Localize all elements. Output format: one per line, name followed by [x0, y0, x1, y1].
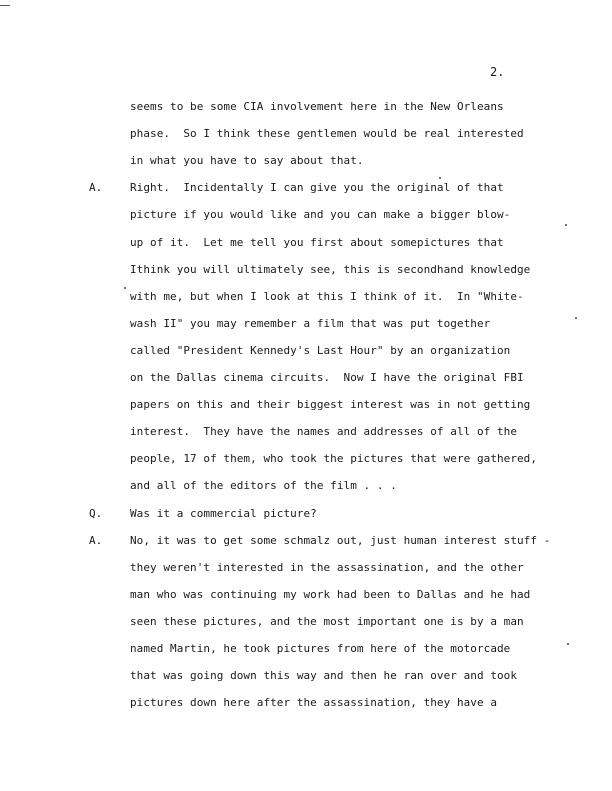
transcript-line: up of it. Let me tell you first about somepictures that: [130, 236, 504, 249]
transcript-line: Right. Incidentally I can give you the original of that: [130, 181, 504, 194]
transcript-line: man who was continuing my work had been to Dallas and he had: [130, 588, 531, 601]
transcript-line: phase. So I think these gentlemen would be real interested: [130, 127, 524, 140]
transcript-line: Ithink you will ultimately see, this is secondhand knowledge: [130, 263, 531, 276]
transcript-line: pictures down here after the assassination, they have a: [130, 696, 497, 709]
transcript-line: No, it was to get some schmalz out, just human interest stuff -: [130, 534, 551, 547]
scan-speck: [439, 177, 441, 179]
speaker-label: A.: [89, 534, 103, 547]
scan-speck: [575, 317, 577, 319]
transcript-line: people, 17 of them, who took the pictures that were gathered,: [130, 452, 538, 465]
speaker-label: A.: [89, 181, 103, 194]
transcript-line: seen these pictures, and the most important one is by a man: [130, 615, 524, 628]
scan-speck: [567, 643, 569, 645]
scan-speck: [124, 287, 126, 289]
transcript-line: wash II" you may remember a film that was put together: [130, 317, 491, 330]
transcript-line: named Martin, he took pictures from here of the motorcade: [130, 642, 511, 655]
transcript-line: on the Dallas cinema circuits. Now I have the original FBI: [130, 371, 524, 384]
transcript-line: papers on this and their biggest interest was in not getting: [130, 398, 531, 411]
page-number: 2.: [490, 65, 505, 79]
transcript-line: seems to be some CIA involvement here in the New Orleans: [130, 100, 504, 113]
transcript-line: they weren't interested in the assassination, and the other: [130, 561, 524, 574]
transcript-line: in what you have to say about that.: [130, 154, 364, 167]
transcript-line: that was going down this way and then he ran over and took: [130, 669, 518, 682]
corner-scan-mark: [0, 5, 10, 6]
transcript-line: with me, but when I look at this I think of it. In "White-: [130, 290, 524, 303]
transcript-line: and all of the editors of the film . . .: [130, 479, 397, 492]
transcript-line: interest. They have the names and addresses of all of the: [130, 425, 518, 438]
transcript-line: called "President Kennedy's Last Hour" by an organization: [130, 344, 511, 357]
transcript-line: Was it a commercial picture?: [130, 507, 317, 520]
scan-speck: [565, 224, 567, 226]
transcript-line: picture if you would like and you can make a bigger blow-: [130, 208, 511, 221]
speaker-label: Q.: [89, 507, 103, 520]
